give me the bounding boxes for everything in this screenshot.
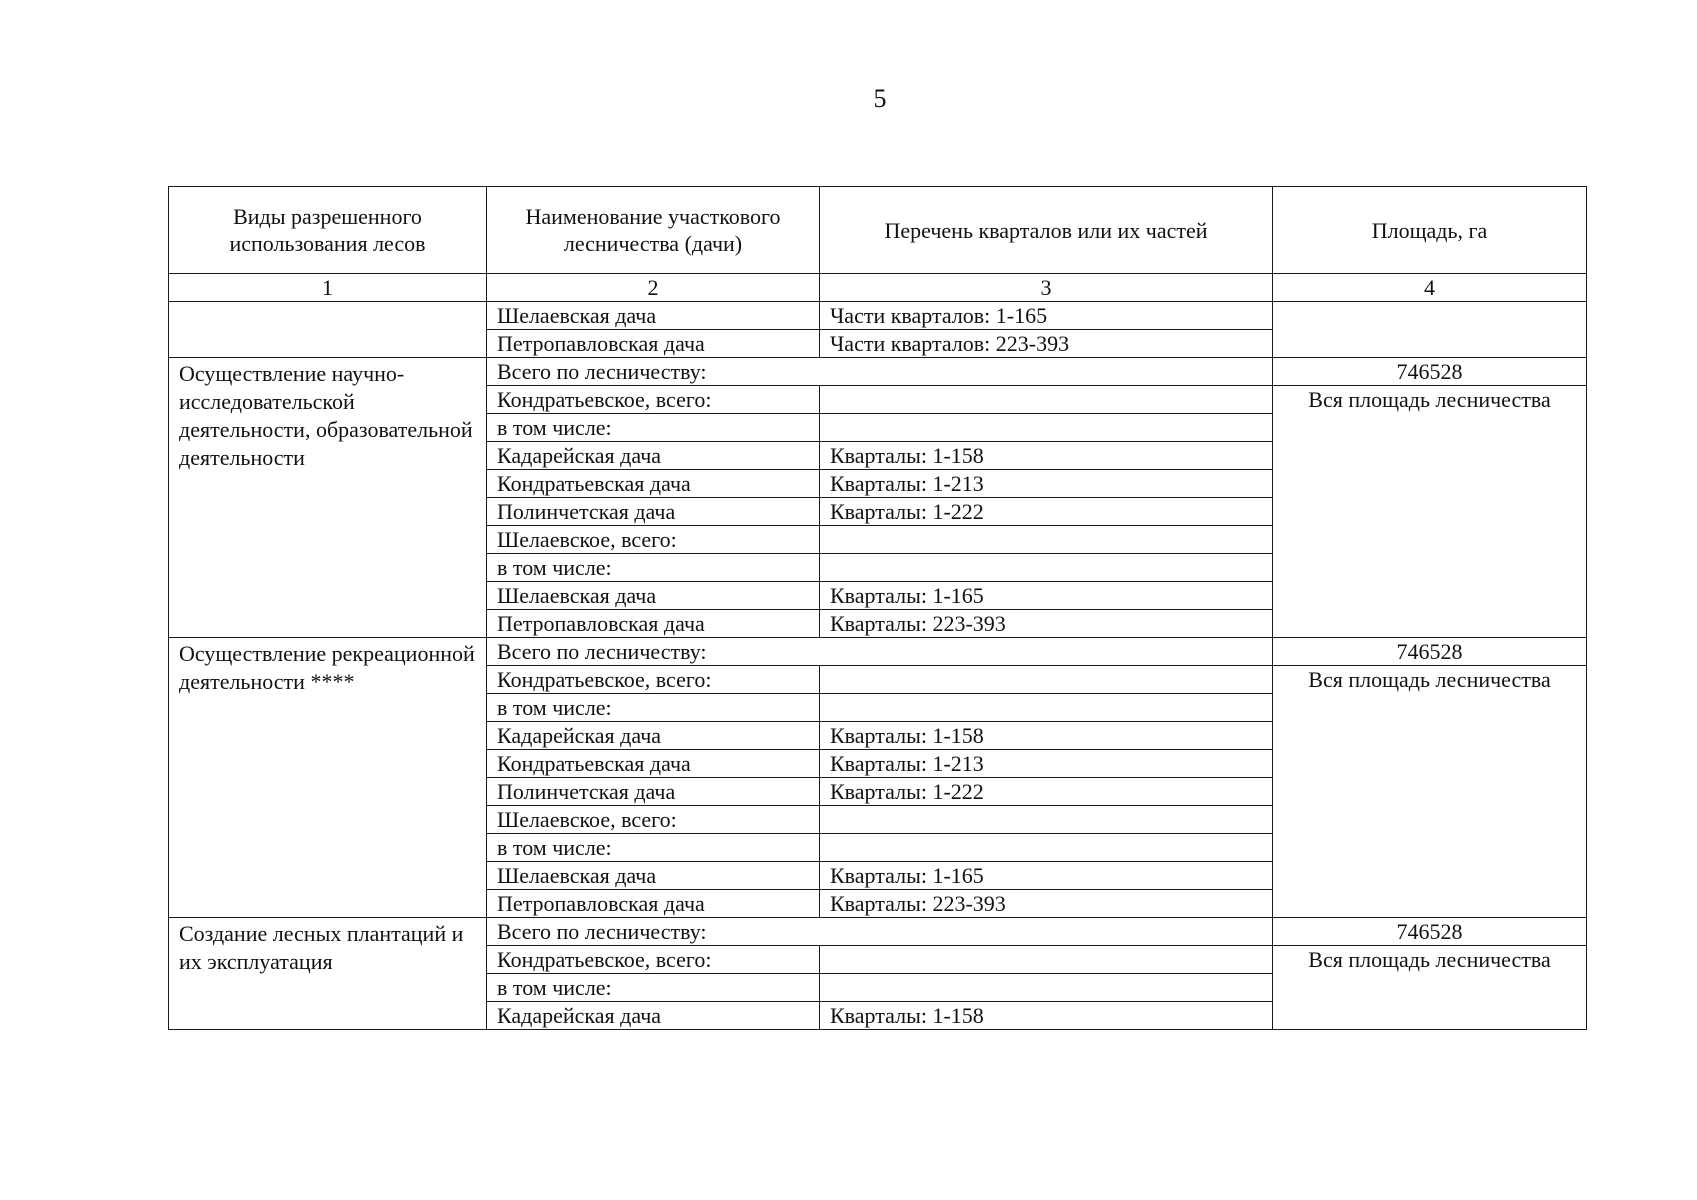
quarters-list [820,386,1273,414]
area-total: 746528 [1273,638,1587,666]
quarters-list [820,554,1273,582]
forestry-name: Шелаевская дача [487,302,820,330]
quarters-list: Части кварталов: 1-165 [820,302,1273,330]
forestry-name: Кондратьевская дача [487,470,820,498]
forestry-total-label: Всего по лесничеству: [487,358,1273,386]
quarters-list [820,974,1273,1002]
forestry-name: Шелаевская дача [487,862,820,890]
header-row [169,187,1587,274]
forestry-name: Кондратьевская дача [487,750,820,778]
forestry-name: в том числе: [487,414,820,442]
forestry-name: Полинчетская дача [487,498,820,526]
column-number: 2 [487,274,820,302]
continuation-row [169,302,1587,330]
quarters-list: Кварталы: 1-165 [820,582,1273,610]
header-area: Площадь, га [1273,187,1587,274]
area-total: 746528 [1273,358,1587,386]
forestry-name: Петропавловская дача [487,610,820,638]
header-use-types: Виды разрешенного использования лесов [169,187,487,274]
page-number: 5 [873,84,887,113]
forestry-name: Шелаевское, всего: [487,526,820,554]
use-type-label: Осуществление рекреационной деятельности **** [169,638,487,918]
column-number: 1 [169,274,487,302]
quarters-list [820,414,1273,442]
quarters-list: Кварталы: 223-393 [820,610,1273,638]
forestry-total-label: Всего по лесничеству: [487,638,1273,666]
quarters-list [820,946,1273,974]
forestry-name: Кондратьевское, всего: [487,386,820,414]
quarters-list [820,694,1273,722]
forest-use-table [168,186,1587,1030]
quarters-list: Кварталы: 1-165 [820,862,1273,890]
use-type-label: Создание лесных плантаций и их эксплуатация [169,918,487,1030]
continuation-area-cell [1273,302,1587,358]
forestry-name: в том числе: [487,974,820,1002]
forestry-total-label: Всего по лесничеству: [487,918,1273,946]
column-number: 3 [820,274,1273,302]
area-note: Вся площадь лесничества [1273,386,1587,638]
quarters-list: Кварталы: 1-213 [820,750,1273,778]
forestry-name: в том числе: [487,554,820,582]
table-body [169,187,1587,1030]
area-total: 746528 [1273,918,1587,946]
forestry-name: Шелаевская дача [487,582,820,610]
section-total-row [169,918,1587,946]
quarters-list: Кварталы: 1-158 [820,442,1273,470]
forestry-name: Кондратьевское, всего: [487,666,820,694]
forestry-name: Полинчетская дача [487,778,820,806]
quarters-list: Кварталы: 1-222 [820,778,1273,806]
quarters-list: Кварталы: 1-213 [820,470,1273,498]
continuation-use-cell [169,302,487,358]
header-forestry-name: Наименование участкового лесничества (дачи) [487,187,820,274]
section-total-row [169,638,1587,666]
quarters-list: Кварталы: 1-158 [820,722,1273,750]
quarters-list [820,806,1273,834]
forestry-name: Кадарейская дача [487,442,820,470]
area-note: Вся площадь лесничества [1273,666,1587,918]
quarters-list [820,834,1273,862]
forestry-name: Петропавловская дача [487,330,820,358]
forestry-name: Петропавловская дача [487,890,820,918]
forestry-name: Кондратьевское, всего: [487,946,820,974]
column-number: 4 [1273,274,1587,302]
forestry-name: Кадарейская дача [487,1002,820,1030]
forestry-name: Шелаевское, всего: [487,806,820,834]
use-type-label: Осуществление научно-исследовательской деятельности, образовательной деятельности [169,358,487,638]
forestry-name: Кадарейская дача [487,722,820,750]
header-quarters-list: Перечень кварталов или их частей [820,187,1273,274]
quarters-list [820,526,1273,554]
quarters-list: Части кварталов: 223-393 [820,330,1273,358]
column-numbers-row [169,274,1587,302]
quarters-list: Кварталы: 223-393 [820,890,1273,918]
forestry-name: в том числе: [487,694,820,722]
area-note: Вся площадь лесничества [1273,946,1587,1030]
quarters-list: Кварталы: 1-222 [820,498,1273,526]
forestry-name: в том числе: [487,834,820,862]
quarters-list: Кварталы: 1-158 [820,1002,1273,1030]
section-total-row [169,358,1587,386]
quarters-list [820,666,1273,694]
